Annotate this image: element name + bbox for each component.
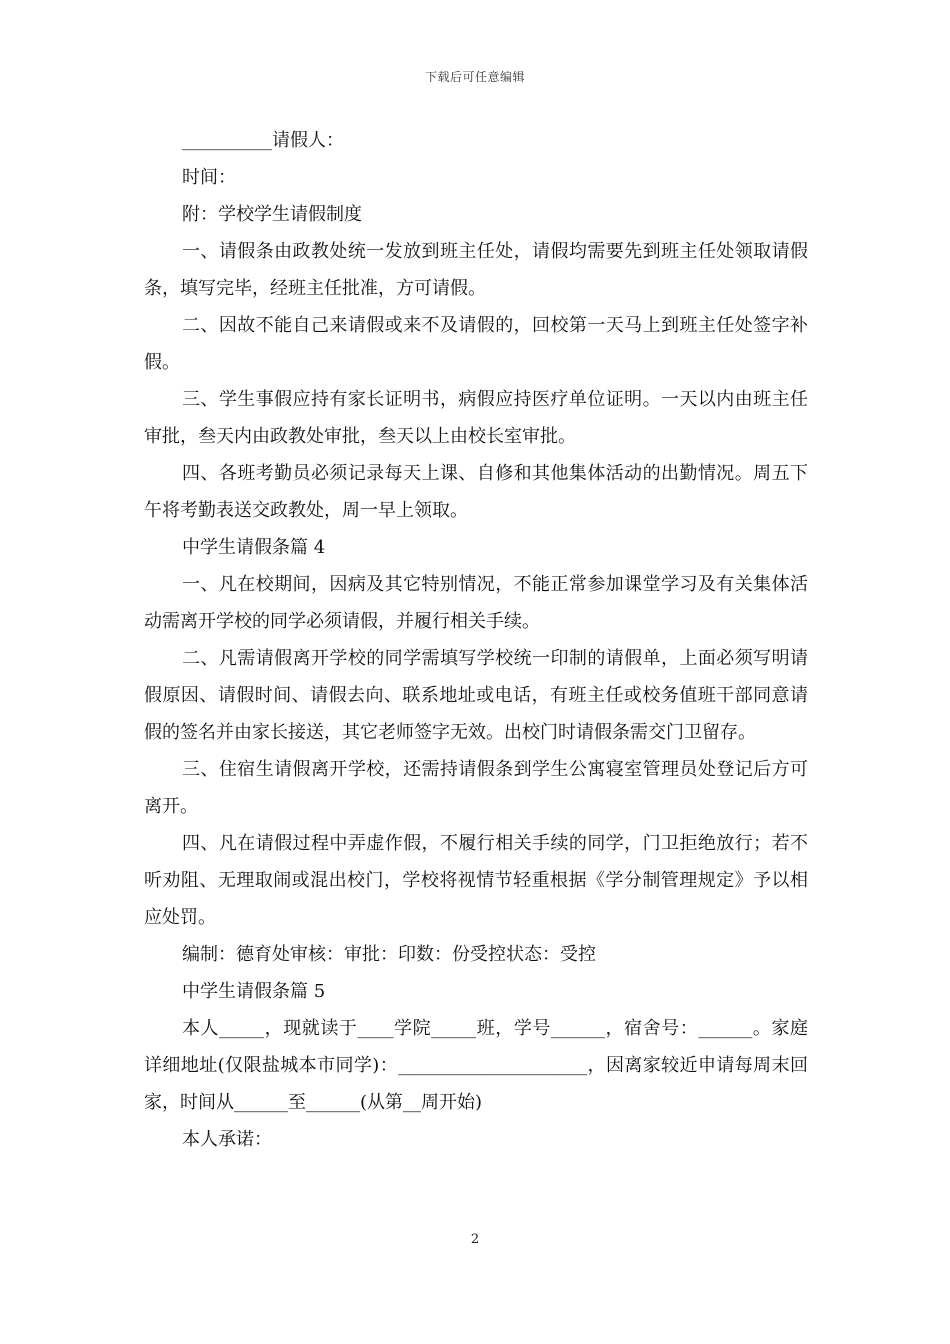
section-heading-5: 中学生请假条篇 5 xyxy=(182,981,326,1002)
control-info-line: 编制：德育处审核：审批：印数：份受控状态：受控 xyxy=(182,944,596,965)
promise-line: 本人承诺： xyxy=(182,1129,272,1150)
section4-paragraph-2: 二、凡需请假离开学校的同学需填写学校统一印制的请假单，上面必须写明请假原因、请假时间、请假去向、联系地址或电话，有班主任或校务值班干部同意请假的签名并由家长接送，其它老师签字无效。出校门时请假条需交门卫留存。 xyxy=(144,648,808,743)
appendix-title: 附：学校学生请假制度 xyxy=(182,204,362,225)
date-line: 时间： xyxy=(182,167,236,188)
section-heading-4: 中学生请假条篇 4 xyxy=(182,537,326,558)
rule-paragraph-4: 四、各班考勤员必须记录每天上课、自修和其他集体活动的出勤情况。周五下午将考勤表送交政教处，周一早上领取。 xyxy=(144,463,808,521)
applicant-signature-line: __________请假人： xyxy=(182,130,344,151)
section4-paragraph-3: 三、住宿生请假离开学校，还需持请假条到学生公寓寝室管理员处登记后方可离开。 xyxy=(144,759,808,817)
section4-paragraph-1: 一、凡在校期间，因病及其它特别情况，不能正常参加课堂学习及有关集体活动需离开学校的同学必须请假，并履行相关手续。 xyxy=(144,574,808,632)
page-number: 2 xyxy=(470,1232,480,1247)
section5-form-paragraph: 本人_____，现就读于____学院_____班，学号______，宿舍号：______。家庭详细地址(仅限盐城本市同学)：_____________________，因离家较近申请每周末回家，时间从______至______(从第__周开始) xyxy=(144,1018,808,1113)
rule-paragraph-1: 一、请假条由政教处统一发放到班主任处，请假均需要先到班主任处领取请假条，填写完毕，经班主任批准，方可请假。 xyxy=(144,241,808,299)
section4-paragraph-4: 四、凡在请假过程中弄虚作假，不履行相关手续的同学，门卫拒绝放行；若不听劝阻、无理取闹或混出校门，学校将视情节轻重根据《学分制管理规定》予以相应处罚。 xyxy=(144,833,808,928)
page-header-note: 下载后可任意编辑 xyxy=(424,70,525,84)
rule-paragraph-2: 二、因故不能自己来请假或来不及请假的，回校第一天马上到班主任处签字补假。 xyxy=(144,315,808,373)
rule-paragraph-3: 三、学生事假应持有家长证明书，病假应持医疗单位证明。一天以内由班主任审批，叁天内由政教处审批，叁天以上由校长室审批。 xyxy=(144,389,808,447)
document-body xyxy=(144,122,808,1158)
